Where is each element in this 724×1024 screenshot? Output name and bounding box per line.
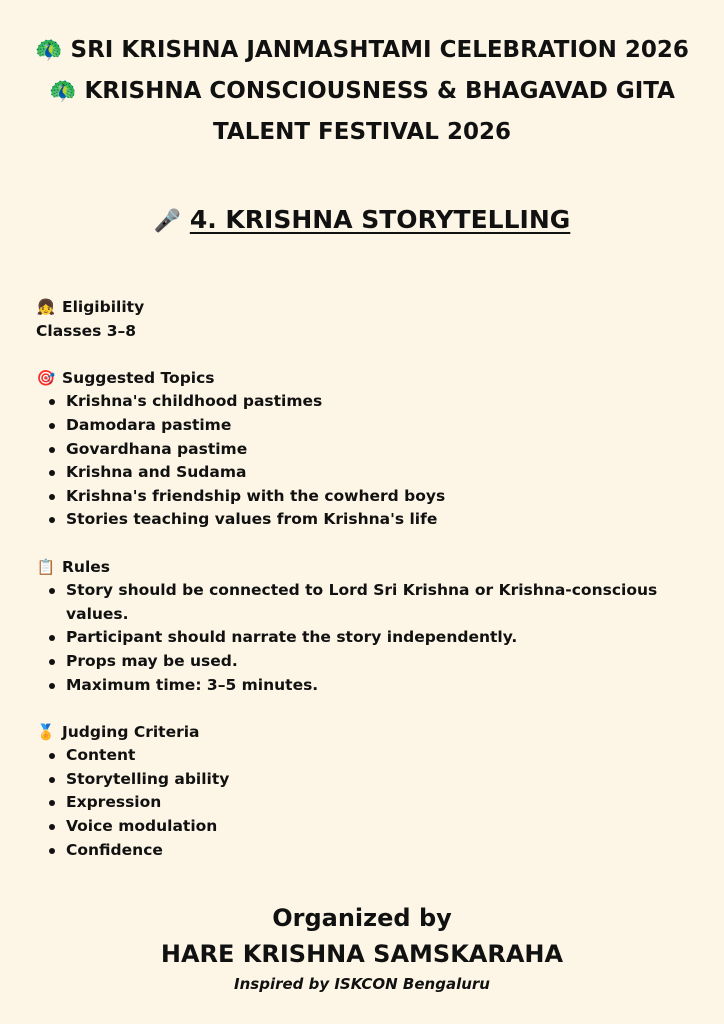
list-item: Maximum time: 3–5 minutes. bbox=[66, 674, 676, 698]
list-item: Story should be connected to Lord Sri Krishna or Krishna-conscious values. bbox=[66, 579, 676, 626]
inspired-by-text: Inspired by ISKCON Bengaluru bbox=[234, 975, 490, 993]
list-item: Content bbox=[66, 744, 676, 768]
judging-block bbox=[36, 721, 676, 863]
microphone-icon: 🎤 bbox=[153, 209, 182, 234]
judging-list bbox=[36, 744, 676, 862]
topics-heading-row bbox=[36, 367, 676, 391]
list-item: Voice modulation bbox=[66, 815, 676, 839]
rules-heading-row bbox=[36, 556, 676, 580]
header-title-3: TALENT FESTIVAL 2026 bbox=[213, 119, 511, 145]
list-item: Storytelling ability bbox=[66, 768, 676, 792]
judging-heading-row bbox=[36, 721, 676, 745]
section-title bbox=[0, 200, 724, 242]
rules-heading: Rules bbox=[62, 557, 111, 576]
header-line-2 bbox=[0, 71, 724, 112]
content bbox=[36, 296, 676, 886]
footer bbox=[0, 900, 724, 996]
list-item: Participant should narrate the story independently. bbox=[66, 626, 676, 650]
rules-block bbox=[36, 556, 676, 698]
eligibility-heading: Eligibility bbox=[62, 298, 145, 316]
medal-icon: 🏅 bbox=[36, 722, 56, 741]
peacock-icon: 🦚 bbox=[35, 38, 63, 63]
list-item: Krishna's friendship with the cowherd boys bbox=[66, 485, 676, 509]
topics-list bbox=[36, 390, 676, 532]
peacock-icon: 🦚 bbox=[49, 79, 77, 104]
target-icon: 🎯 bbox=[36, 368, 56, 387]
header-title-2: KRISHNA CONSCIOUSNESS & BHAGAVAD GITA bbox=[84, 78, 675, 104]
list-item: Damodara pastime bbox=[66, 414, 676, 438]
list-item: Krishna's childhood pastimes bbox=[66, 390, 676, 414]
topics-block bbox=[36, 367, 676, 532]
list-item: Expression bbox=[66, 791, 676, 815]
list-item: Stories teaching values from Krishna's life bbox=[66, 508, 676, 532]
girl-icon: 👧 bbox=[36, 298, 56, 316]
list-item: Govardhana pastime bbox=[66, 438, 676, 462]
clipboard-icon: 📋 bbox=[36, 557, 56, 576]
section-title-text: 4. KRISHNA STORYTELLING bbox=[189, 205, 571, 234]
list-item: Props may be used. bbox=[66, 650, 676, 674]
eligibility-block bbox=[36, 296, 676, 343]
organized-by-label: Organized by bbox=[272, 904, 452, 932]
header-title-1: SRI KRISHNA JANMASHTAMI CELEBRATION 2026 bbox=[70, 37, 689, 63]
list-item: Confidence bbox=[66, 839, 676, 863]
header bbox=[0, 30, 724, 152]
eligibility-heading-row bbox=[36, 296, 676, 320]
rules-list bbox=[36, 579, 676, 697]
judging-heading: Judging Criteria bbox=[62, 722, 200, 741]
organizer-name: HARE KRISHNA SAMSKARAHA bbox=[160, 940, 564, 968]
topics-heading: Suggested Topics bbox=[62, 368, 215, 387]
list-item: Krishna and Sudama bbox=[66, 461, 676, 485]
eligibility-text: Classes 3–8 bbox=[36, 321, 137, 340]
header-line-1 bbox=[0, 30, 724, 71]
